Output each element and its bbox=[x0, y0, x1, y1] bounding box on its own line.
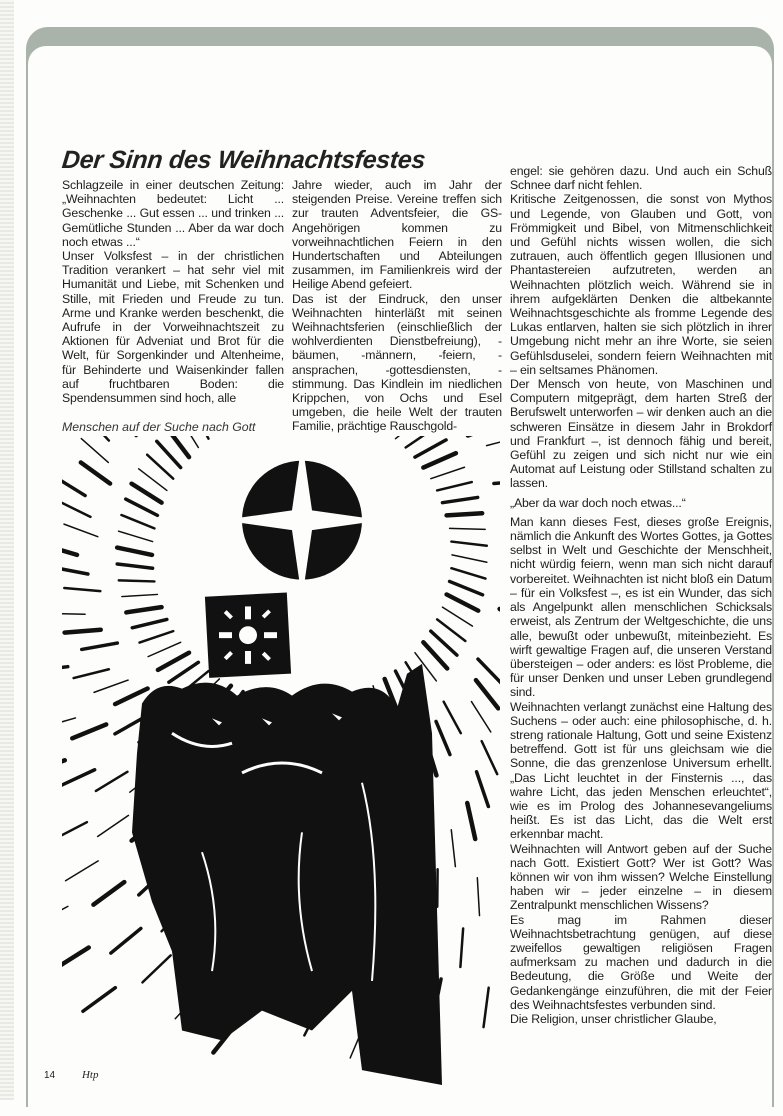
text-column-1 bbox=[62, 178, 284, 405]
scan-edge bbox=[0, 0, 14, 1100]
paragraph: Man kann dieses Fest, dieses große Ereignis, nämlich die Ankunft des Wortes Gottes, ja Gottes selbst in Welt und Geschichte der Menschheit, nicht würdig feiern, wenn man sich nicht darauf vorbereitet. Weihnachten ist nicht bloß ein Datum – für ein Volksfest –, es ist ein Wunder, das sich als Angelpunkt allen menschlichen Schicksals erweist, als Zentrum der Weltgeschichte, die uns alle, bewußt oder unbewußt, miteinbezieht. Es wirft gewaltige Fragen auf, die unseren Verstand übersteigen – oder anders: es löst Probleme, die für unser Denken und unser Leben grundlegend sind. bbox=[510, 515, 772, 700]
paragraph: Weihnachten verlangt zunächst eine Haltung des Suchens – oder auch: eine philosophische, d. h. streng rationale Haltung, Gott und seine Existenz betreffend. Gott ist für uns gleichsam wie die Sonne, die das grenzenlose Universum erhellt. „Das Licht leuchtet in der Finsternis ..., das wahre Licht, das jeden Menschen erleuchtet“, wie es im Prolog des Johannesevangeliums heißt. Es ist das Licht, das die Welt erst erkennbar macht. bbox=[510, 700, 772, 842]
paragraph: Es mag im Rahmen dieser Weihnachtsbetrachtung genügen, auf diese zweifellos gewaltigen religiösen Fragen aufmerksam zu machen und dadurch in die Bedeutung, die Größe und Weite der Gedankengänge einzuführen, die mit der Feier des Weihnachtsfestes verbunden sind. bbox=[510, 913, 772, 1012]
ray-stroke bbox=[450, 528, 486, 529]
paragraph: Schlagzeile in einer deutschen Zeitung: „Weihnachten bedeutet: Licht ... Geschenke ... Gut essen ... und trinken ... Gemütliche Stunden ... Aber da war doch noch etwas ...“ bbox=[62, 178, 284, 249]
paragraph: Die Religion, unser christlicher Glaube, bbox=[510, 1012, 772, 1026]
paragraph: Unser Volksfest – in der christlichen Tradition verankert – hat sehr viel mit Humanität und Liebe, mit Schenken und Stille, mit Frieden und Freude zu tun. Arme und Kranke werden beschenkt, die Aufrufe in der Vorweihnachtszeit zu Aktionen für Adveniat und Brot für die Welt, für Sorgenkinder und Altenheime, für Behinderte und Waisenkinder fallen auf fruchtbaren Boden: die Spendensummen sind hoch, alle bbox=[62, 249, 284, 405]
page-number: 14 bbox=[44, 1070, 55, 1081]
paragraph: Jahre wieder, auch im Jahr der steigenden Preise. Vereine treffen sich zur trauten Adventsfeier, die GS-Angehörigen kommen zu vorweihnachtlichen Feiern in den Hundertschaften und Abteilungen zusammen, im Familienkreis wird der Heilige Abend gefeiert. bbox=[292, 178, 502, 292]
paragraph: Der Mensch von heute, von Maschinen und Computern mitgeprägt, dem harten Streß der Berufswelt unterworfen – wir denken auch an die schweren Einsätze in diesem Jahr in Brokdorf und Frankfurt –, ist dennoch fähig und bereit, Gefühl zu zeigen und sich nicht nur wie ein Automat auf Leistung oder Stillstand schalten zu lassen. bbox=[510, 377, 772, 491]
square-emblem-icon bbox=[205, 592, 291, 677]
paragraph-quote: „Aber da war doch noch etwas...“ bbox=[510, 496, 772, 510]
text-column-3 bbox=[510, 164, 772, 1026]
paragraph: Das ist der Eindruck, den unser Weihnachten hinterläßt mit seinen Weihnachtsferien (einschließlich der wohlverdienten Dienstbefreiung), -bäumen, -männern, -feiern, -ansprachen, -gottesdiensten, -stimmung. Das Kindlein im niedlichen Krippchen, von Ochs und Esel umgeben, die heile Welt der trauten Familie, prächtige Rauschgold- bbox=[292, 292, 502, 434]
paragraph: Weihnachten will Antwort geben auf der Suche nach Gott. Existiert Gott? Wer ist Gott? Was können wir von ihm wissen? Welche Einstellung haben wir – jeder einzelne – in diesem Zentralpunkt menschlichen Wissens? bbox=[510, 842, 772, 913]
article-title: Der Sinn des Weihnachtsfestes bbox=[60, 146, 426, 175]
ray-stroke bbox=[119, 580, 155, 581]
paragraph: Kritische Zeitgenossen, die sonst von Mythos und Legende, von Glauben und Gott, von Frömmigkeit und Bibel, von Mitmenschlichkeit und Gefühl nichts wissen wollen, die sich zutrauen, auch öffentlich gegen Illusionen und Phantastereien aufzutreten, werden an Weihnachten plötzlich weich. Während sie in ihrem aufgeklärten Denken die altbekannte Weihnachtsgeschichte als fromme Legende des Lukas entlarven, halten sie sich plötzlich in ihrer Umgebung nicht mehr an ihre Worte, sie seien Gefühlsduselei, sondern feiern Weihnachten mit – ein seltsames Phänomen. bbox=[510, 192, 772, 377]
paragraph: engel: sie gehören dazu. Und auch ein Schuß Schnee darf nicht fehlen. bbox=[510, 164, 772, 192]
ray-stroke bbox=[62, 613, 85, 614]
woodcut-illustration bbox=[62, 436, 500, 1085]
illustration-caption: Menschen auf der Suche nach Gott bbox=[62, 420, 255, 434]
text-column-2 bbox=[292, 178, 502, 434]
artist-monogram: Htp bbox=[81, 1069, 99, 1081]
ray-stroke bbox=[65, 630, 101, 633]
ray-stroke bbox=[447, 513, 483, 515]
